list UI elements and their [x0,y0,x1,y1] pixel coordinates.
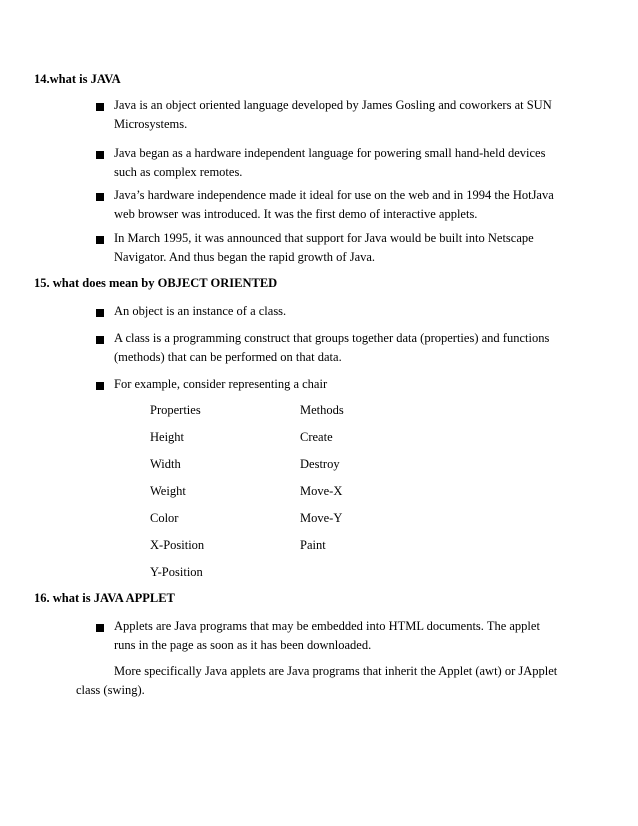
square-bullet-icon [96,151,104,159]
bullet-text-line: runs in the page as soon as it has been downloaded. [114,638,372,652]
square-bullet-icon [96,103,104,111]
section-16-heading: 16. what is JAVA APPLET [34,591,175,605]
square-bullet-icon [96,382,104,390]
table-cell-method: Destroy [300,457,340,471]
bullet-text-line: (methods) that can be performed on that data. [114,350,342,364]
bullet-text-line: Navigator. And thus began the rapid growth of Java. [114,250,376,264]
table-header-methods: Methods [300,403,344,417]
square-bullet-icon [96,236,104,244]
bullet-text-line: such as complex remotes. [114,165,243,179]
table-cell-property: X-Position [150,538,205,552]
table-header-properties: Properties [150,403,201,417]
section-15-heading: 15. what does mean by OBJECT ORIENTED [34,276,278,290]
bullet-text-line: Microsystems. [114,117,188,131]
bullet-text-line: web browser was introduced. It was the first demo of interactive applets. [114,207,478,221]
square-bullet-icon [96,624,104,632]
table-cell-method: Paint [300,538,326,552]
bullet-text-line: An object is an instance of a class. [114,304,287,318]
table-cell-method: Move-Y [300,511,343,525]
table-cell-method: Move-X [300,484,343,498]
square-bullet-icon [96,193,104,201]
paragraph-line: More specifically Java applets are Java programs that inherit the Applet (awt) or JApplet [114,664,558,678]
table-cell-method: Create [300,430,333,444]
table-cell-property: Color [150,511,179,525]
bullet-text-line: Java’s hardware independence made it ideal for use on the web and in 1994 the HotJava [114,188,554,202]
bullet-text-line: Java began as a hardware independent language for powering small hand-held devices [114,146,546,160]
paragraph-line: class (swing). [76,683,145,697]
table-cell-property: Weight [150,484,186,498]
bullet-text-line: For example, consider representing a chair [114,377,328,391]
square-bullet-icon [96,336,104,344]
table-cell-property: Width [150,457,181,471]
bullet-text-line: In March 1995, it was announced that support for Java would be built into Netscape [114,231,534,245]
table-cell-property: Height [150,430,185,444]
bullet-text-line: A class is a programming construct that groups together data (properties) and functions [114,331,550,345]
square-bullet-icon [96,309,104,317]
table-cell-property: Y-Position [150,565,203,579]
section-14-heading: 14.what is JAVA [34,72,121,86]
bullet-text-line: Applets are Java programs that may be embedded into HTML documents. The applet [114,619,540,633]
bullet-text-line: Java is an object oriented language developed by James Gosling and coworkers at SUN [114,98,552,112]
